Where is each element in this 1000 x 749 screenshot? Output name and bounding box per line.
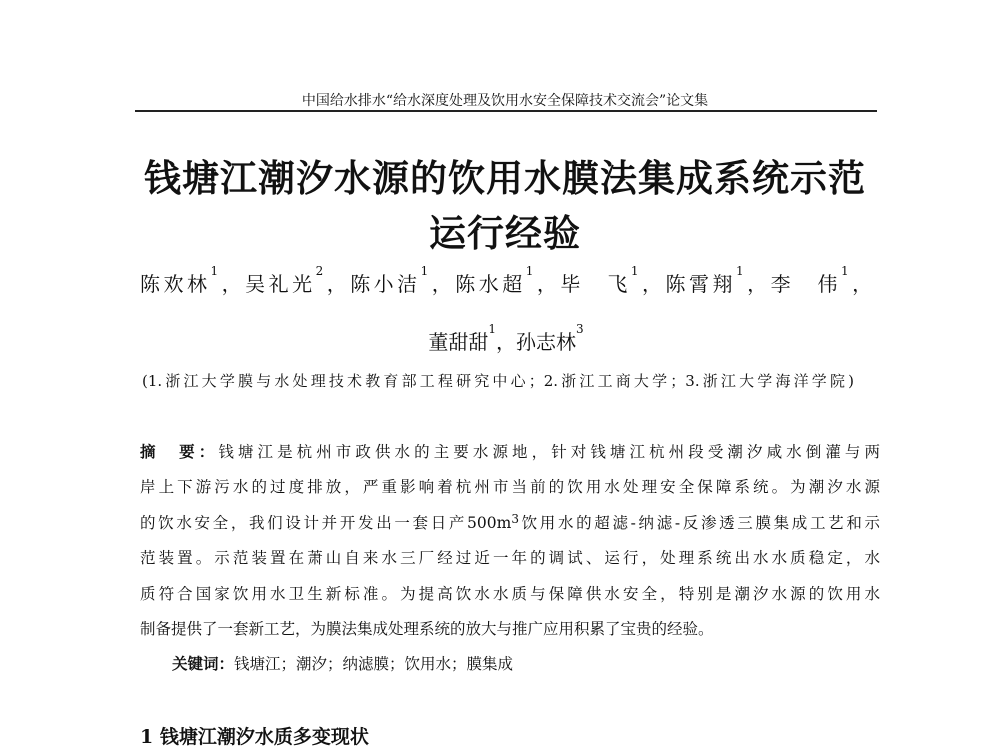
author-name: 陈水超 <box>455 272 526 296</box>
abstract-text: 钱塘江是杭州市政供水的主要水源地，针对钱塘江杭州段受潮汐咸水倒灌与两 <box>218 443 880 461</box>
abstract-label: 摘 要： <box>140 443 219 461</box>
keywords-label: 关键词： <box>172 655 235 673</box>
author-name: 毕 飞 <box>560 272 631 296</box>
authors-line-1: 陈欢林$^1$，吴礼光$^2$，陈小洁$^1$，陈水超$^1$，毕 飞$^1$，陈霄翔$^1$，李 伟$^1$， <box>140 264 873 296</box>
abstract-line <box>140 440 880 475</box>
abstract-line: 范装置。示范装置在萧山自来水三厂经过近一年的调试、运行，处理系统出水水质稳定，水 <box>140 549 880 568</box>
abstract-text: 的饮水安全，我们设计并开发出一套日产500m <box>140 513 512 532</box>
abstract-line <box>140 511 880 546</box>
abstract-line: 质符合国家饮用水卫生新标准。为提高饮水水质与保障供水安全，特别是潮汐水源的饮用水 <box>140 584 880 603</box>
keywords-text: 钱塘江；潮汐；纳滤膜；饮用水；膜集成 <box>234 655 514 673</box>
abstract-line: 制备提供了一套新工艺，为膜法集成处理系统的放大与推广应用积累了宝贵的经验。 <box>140 619 714 638</box>
abstract-text: 饮用水的超滤-纳滤-反渗透三膜集成工艺和示 <box>518 513 880 532</box>
author-name: 孙志林 <box>516 330 576 354</box>
author-name: 陈小洁 <box>350 272 421 296</box>
author-affiliation-mark: 1 <box>488 322 496 336</box>
author-name: 李 伟 <box>770 272 842 296</box>
header-rule <box>135 110 877 112</box>
author-name: 陈霄翔 <box>665 272 736 296</box>
running-header: 中国给水排水“给水深度处理及饮用水安全保障技术交流会”论文集 <box>301 93 709 109</box>
paper-title-line-2: 运行经验 <box>429 212 581 255</box>
author-name: 董甜甜 <box>428 330 489 354</box>
author-affiliation-mark: 1 <box>630 264 639 278</box>
section-heading: 1 钱塘江潮汐水质多变现状 <box>140 726 369 748</box>
author-affiliation-mark: 1 <box>525 264 534 278</box>
author-name: 陈欢林 <box>140 272 211 296</box>
abstract-line: 岸上下游污水的过度排放，严重影响着杭州市当前的饮用水处理安全保障系统。为潮汐水源 <box>140 478 880 497</box>
author-affiliation-mark: 1 <box>420 264 429 278</box>
superscript: 3 <box>511 511 519 526</box>
authors-line-2: 董甜甜$^1$，孙志林$^3$ <box>428 322 584 354</box>
author-affiliation-mark: 1 <box>210 264 219 278</box>
abstract <box>140 440 880 652</box>
author-affiliation-mark: 3 <box>576 322 584 336</box>
author-affiliation-mark: 1 <box>735 264 744 278</box>
author-affiliation-mark: 2 <box>315 264 324 278</box>
author-name: 吴礼光 <box>245 272 316 296</box>
affiliations: (1.浙江大学膜与水处理技术教育部工程研究中心；2.浙江工商大学；3.浙江大学海洋学院) <box>142 372 854 390</box>
paper-title-line-1: 钱塘江潮汐水源的饮用水膜法集成系统示范 <box>144 157 866 200</box>
author-affiliation-mark: 1 <box>841 264 849 278</box>
keywords <box>172 652 513 674</box>
